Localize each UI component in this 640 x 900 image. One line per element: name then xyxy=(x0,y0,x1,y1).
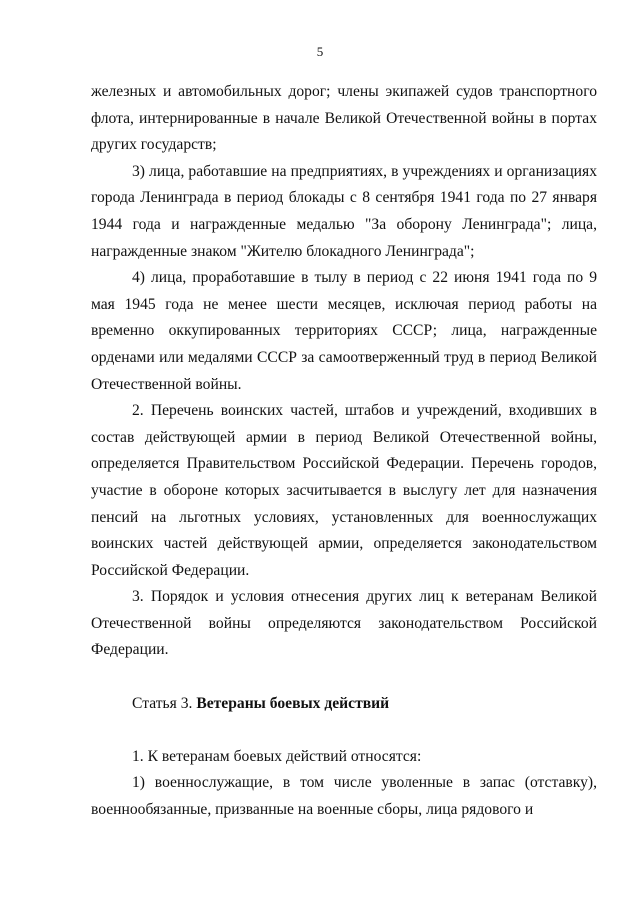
article-title: Ветераны боевых действий xyxy=(196,695,390,713)
paragraph-clause-2: 2. Перечень воинских частей, штабов и учреждений, входивших в состав действующей армии в период Великой Отечественной войны, определяется Правительством Российской Федерации. Перечень городов, участие в обороне которых засчитывается в выслугу лет для назначения пенсий на льготных условиях, установленных для военнослужащих воинских частей действующей армии, определяется законодательством Российской Федерации. xyxy=(91,402,597,579)
paragraph-item-4-home-front: 4) лица, проработавшие в тылу в период с 22 июня 1941 года по 9 мая 1945 года не менее шести месяцев, исключая период работы на временно оккупированных территориях СССР; лица, награжденные орденами или медалями СССР за самоотверженный труд в период Великой Отечественной войны. xyxy=(91,269,597,393)
page-number: 5 xyxy=(316,44,324,59)
document-body xyxy=(91,79,597,823)
article-heading xyxy=(91,691,597,718)
paragraph-clause-3: 3. Порядок и условия отнесения других лиц к ветеранам Великой Отечественной войны определяются законодательством Российской Федерации. xyxy=(91,588,597,659)
article-prefix: Статья 3. xyxy=(132,695,193,713)
paragraph-article-3-item-1: 1) военнослужащие, в том числе уволенные в запас (отставку), военнообязанные, призванные на военные сборы, лица рядового и xyxy=(91,774,597,818)
paragraph-article-3-clause-1: 1. К ветеранам боевых действий относятся: xyxy=(132,747,422,765)
paragraph-continuation: железных и автомобильных дорог; члены экипажей судов транспортного флота, интернированные в начале Великой Отечественной войны в портах других государств; xyxy=(91,83,597,154)
paragraph-item-3-leningrad: 3) лица, работавшие на предприятиях, в учреждениях и организациях города Ленинграда в период блокады с 8 сентября 1941 года по 27 января 1944 года и награжденные медалью "За оборону Ленинграда"; лица, награжденные знаком "Жителю блокадного Ленинграда"; xyxy=(91,162,597,260)
